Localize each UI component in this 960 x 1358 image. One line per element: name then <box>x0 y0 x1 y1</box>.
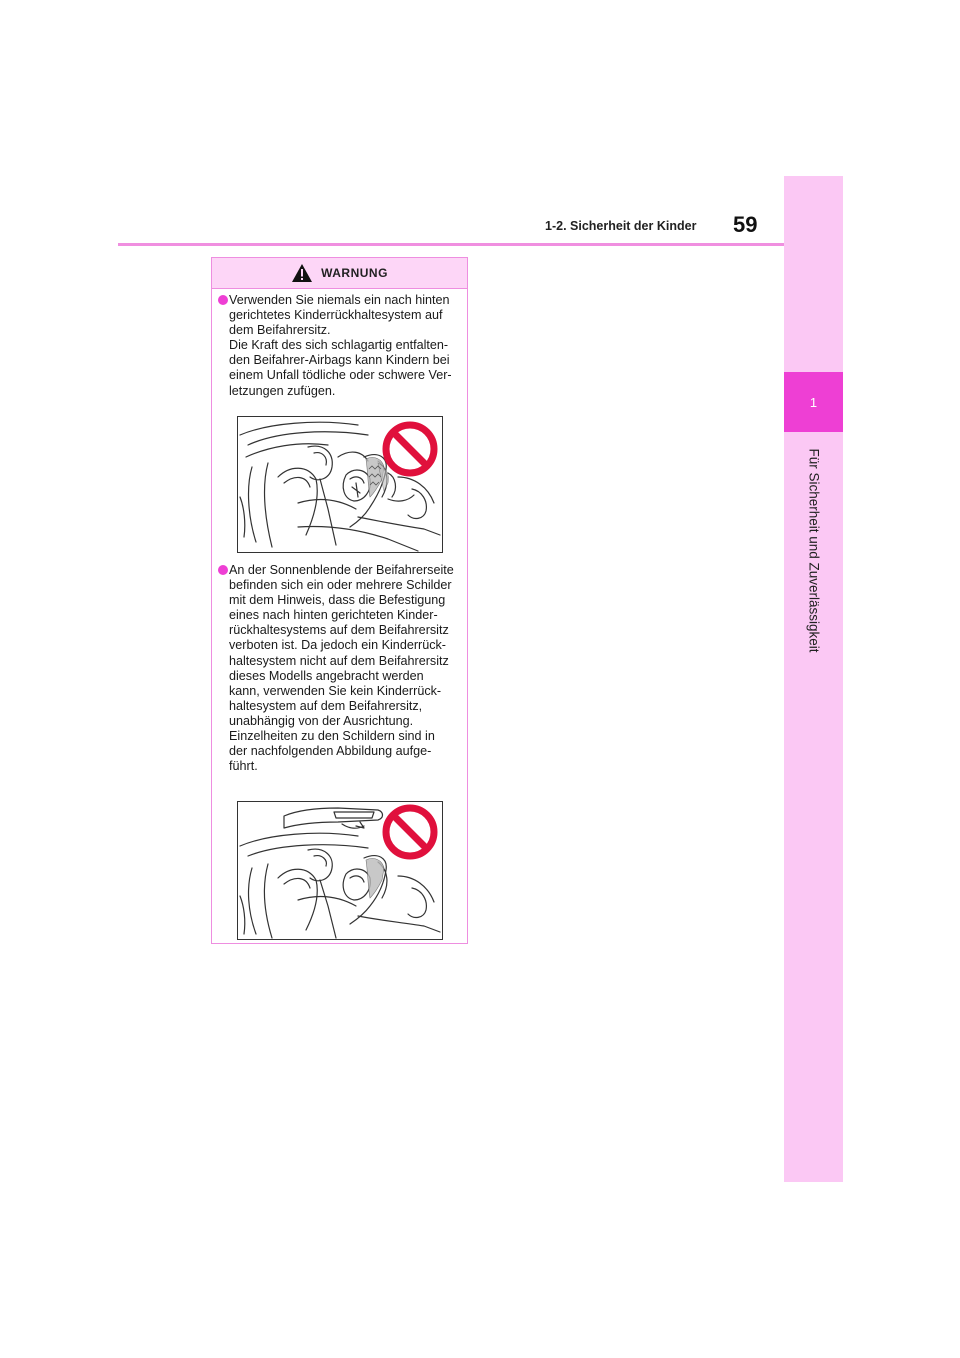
paragraph-2-text <box>229 563 466 774</box>
paragraph-1-text <box>229 293 466 399</box>
warning-paragraph-2 <box>218 563 466 774</box>
text-line: eines nach hinten gerichteten Kinder- <box>229 608 438 623</box>
prohibition-sign-icon <box>386 425 434 473</box>
car-interior-illustration-1 <box>238 417 442 552</box>
text-line: den Beifahrer-Airbags kann Kindern bei <box>229 353 450 368</box>
text-line: Die Kraft des sich schlagartig entfalten- <box>229 338 449 353</box>
prohibition-sign-icon <box>386 808 434 856</box>
bullet-dot <box>218 295 228 305</box>
text-line: An der Sonnenblende der Beifahrerseite <box>229 563 454 577</box>
chapter-title: Für Sicherheit und Zuverlässigkeit <box>806 447 822 653</box>
bullet-dot <box>218 565 228 575</box>
text-line: verboten ist. Da jedoch ein Kinderrück- <box>229 638 447 653</box>
text-line: gerichtetes Kinderrückhaltesystem auf <box>229 308 443 323</box>
text-line: einem Unfall tödliche oder schwere Ver- <box>229 368 452 383</box>
text-line: befinden sich ein oder mehrere Schilder <box>229 578 452 593</box>
header-rule <box>118 243 784 246</box>
chapter-side-tab <box>784 176 843 1182</box>
text-line: führt. <box>229 759 258 774</box>
warning-paragraph-1 <box>218 293 466 399</box>
text-line: unabhängig von der Ausrichtung. <box>229 713 414 728</box>
text-line: dem Beifahrersitz. <box>229 323 331 338</box>
text-line: mit dem Hinweis, dass die Befestigung <box>229 593 446 608</box>
text-line: haltesystem nicht auf dem Beifahrersitz <box>229 653 449 668</box>
illustration-rear-facing-seat <box>237 416 443 553</box>
warning-header <box>212 258 467 289</box>
page-number: 59 <box>733 212 758 237</box>
text-line: Einzelheiten zu den Schildern sind in <box>229 729 435 744</box>
illustration-sunvisor-label <box>237 801 443 940</box>
text-line: haltesystem auf dem Beifahrersitz, <box>229 698 423 713</box>
text-line: rückhaltesystems auf dem Beifahrersitz <box>229 623 449 638</box>
text-line: kann, verwenden Sie kein Kinderrück- <box>229 683 442 698</box>
car-interior-illustration-2 <box>238 802 442 939</box>
chapter-title-vertical <box>774 432 854 668</box>
warning-box <box>211 257 468 944</box>
text-line: der nachfolgenden Abbildung aufge- <box>229 744 432 759</box>
warning-title: WARNUNG <box>321 266 388 280</box>
chapter-number: 1 <box>784 372 843 432</box>
text-line: dieses Modells angebracht werden <box>229 668 424 683</box>
section-title: 1-2. Sicherheit der Kinder <box>545 219 697 233</box>
warning-triangle-icon <box>291 263 313 283</box>
text-line: letzungen zufügen. <box>229 383 336 398</box>
text-line: Verwenden Sie niemals ein nach hinten <box>229 293 450 307</box>
